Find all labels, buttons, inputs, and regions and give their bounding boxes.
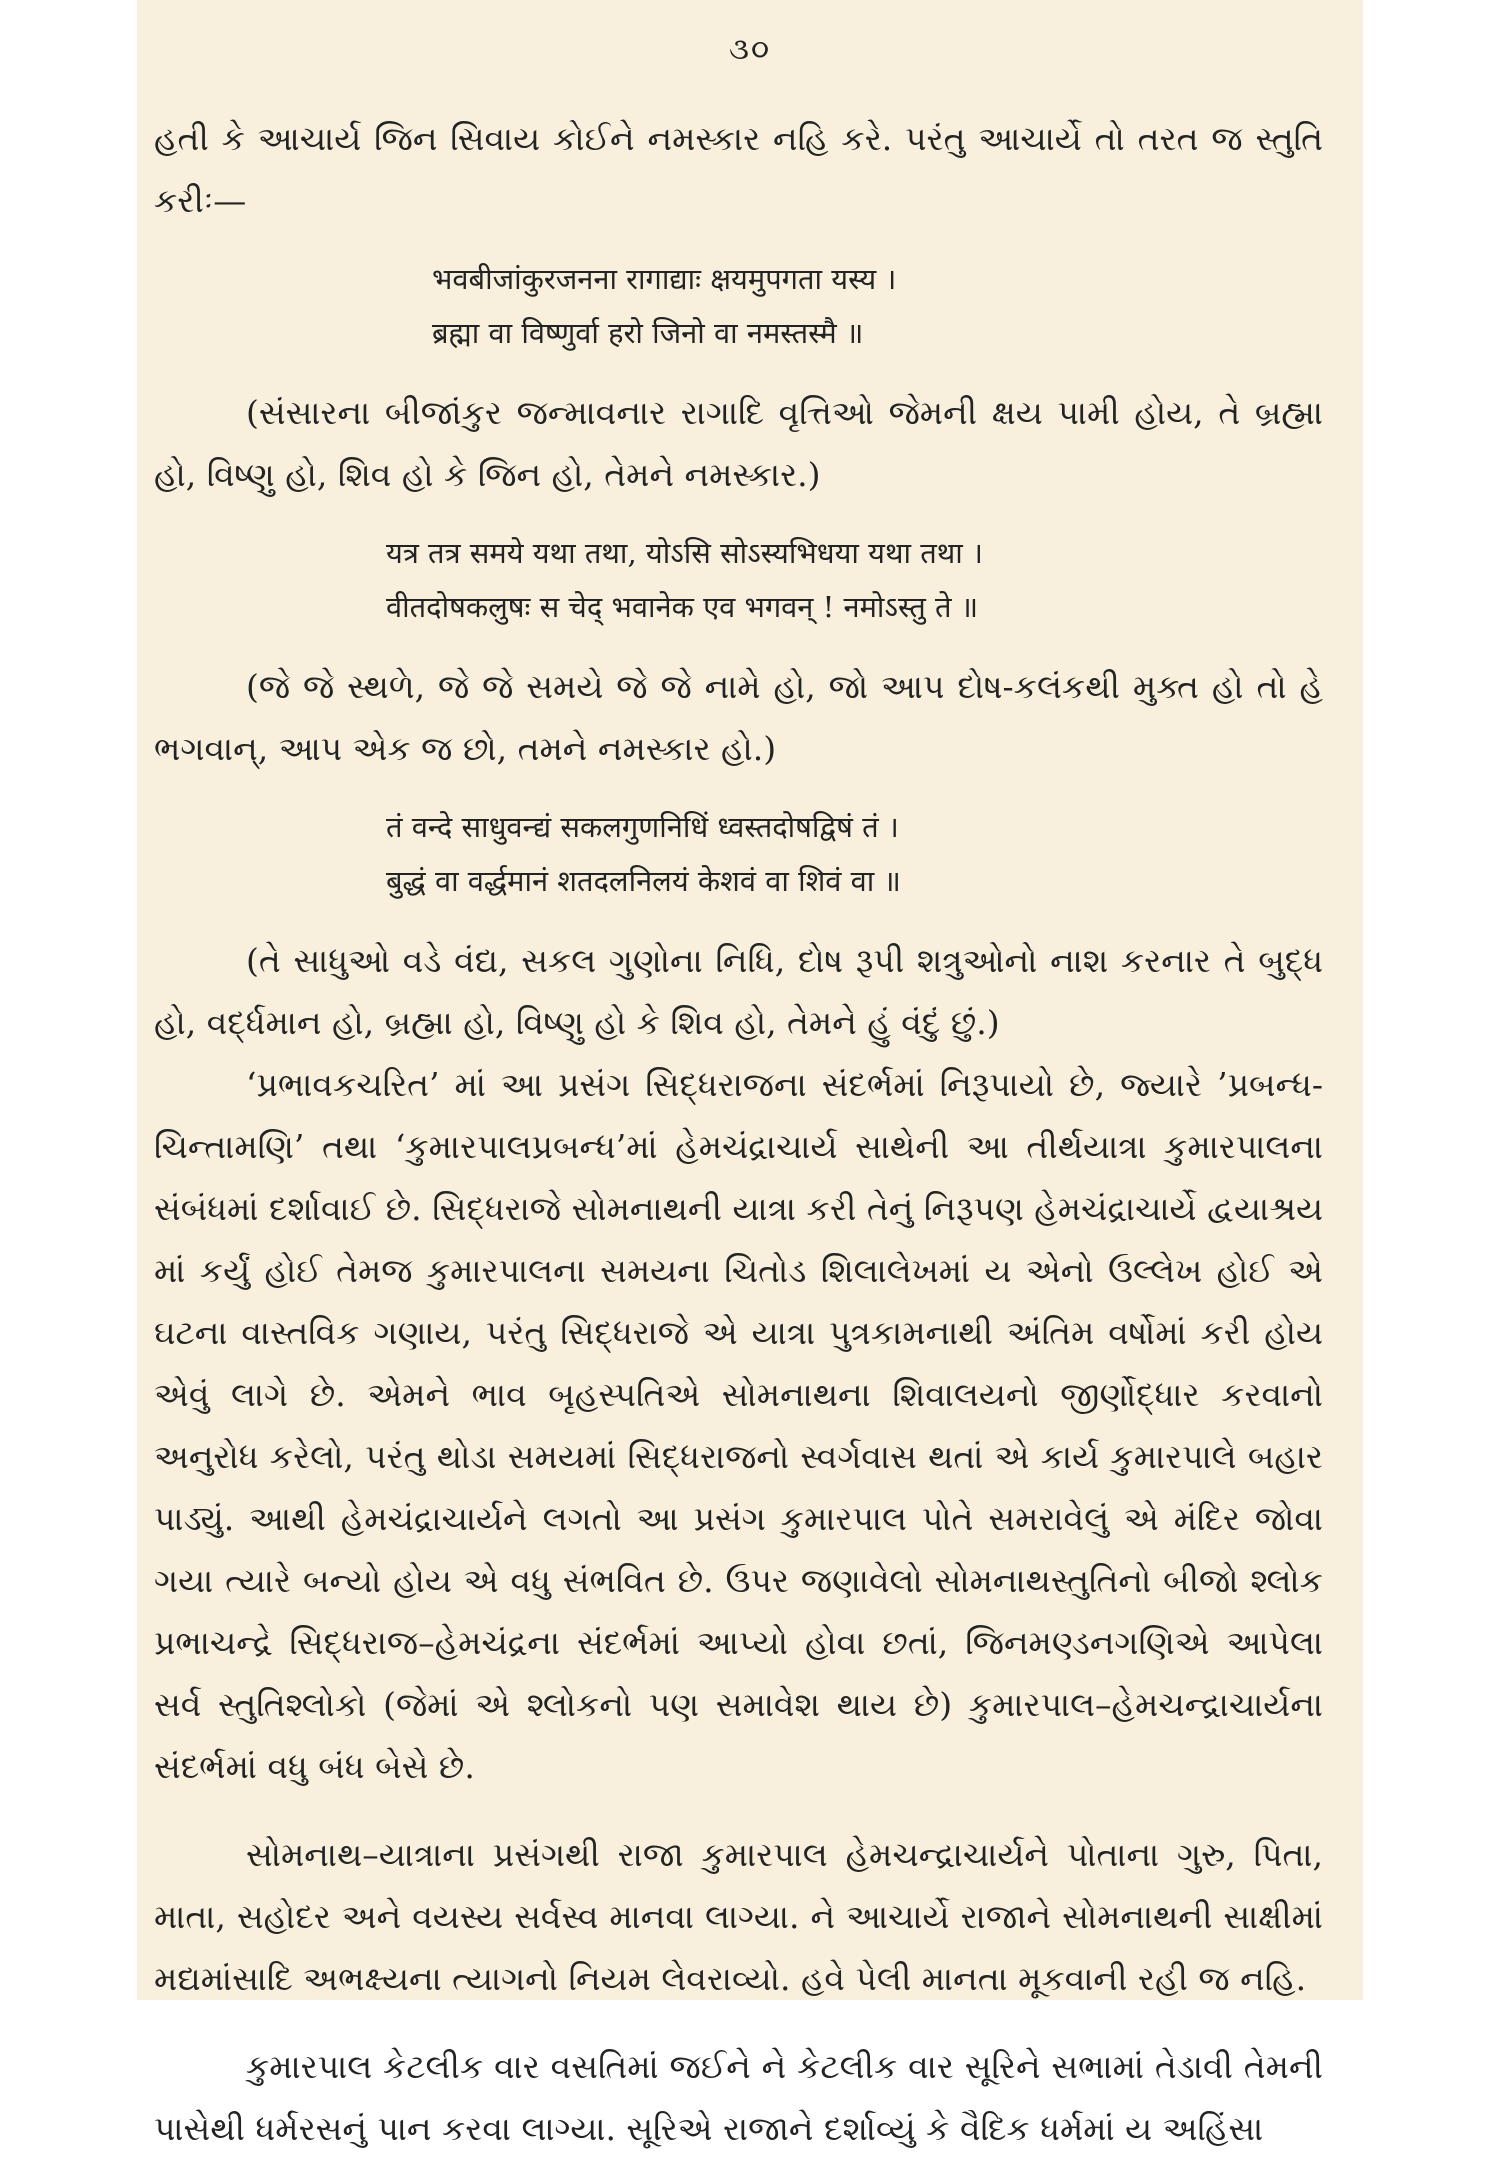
verse-2-line-2: वीतदोषकलुषः स चेद् भवानेक एव भगवन् ! नमोऽस्तु ते ॥ <box>386 590 979 624</box>
page-content <box>154 108 1323 2160</box>
verse-3-line-2: बुद्धं वा वर्द्धमानं शतदलनिलयं केशवं वा शिवं वा ॥ <box>386 864 901 898</box>
paragraph-5: ‘પ્રભાવકચરિત’ માં આ પ્રસંગ સિદ્ધરાજના સંદર્ભમાં નિરૂપાયો છે, જ્યારે ’પ્રબન્ધ-ચિન્તામણિ’ તથા ‘કુમારપાલપ્રબન્ધ’માં હેમચંદ્રાચાર્ય સાથેની આ તીર્થયાત્રા કુમારપાલના સંબંધમાં દર્શાવાઈ છે. સિદ્ધરાજે સોમનાથની યાત્રા કરી તેનું નિરૂપણ હેમચંદ્રાચાર્યે દ્વયાશ્રય માં કર્યું હોઈ તેમજ કુમારપાલના સમયના ચિતોડ શિલાલેખમાં ય એનો ઉલ્લેખ હોઈ એ ઘટના વાસ્તવિક ગણાય, પરંતુ સિદ્ધરાજે એ યાત્રા પુત્રકામનાથી અંતિમ વર્ષોમાં કરી હોય એવું લાગે છે. એમને ભાવ બૃહસ્પતિએ સોમનાથના શિવાલયનો જીર્ણોદ્ધાર કરવાનો અનુરોધ કરેલો, પરંતુ થોડા સમયમાં સિદ્ધરાજનો સ્વર્ગવાસ થતાં એ કાર્ય કુમારપાલે બહાર પાડ્યું. આથી હેમચંદ્રાચાર્યને લગતો આ પ્રસંગ કુમારપાલ પોતે સમરાવેલું એ મંદિર જોવા ગયા ત્યારે બન્યો હોય એ વધુ સંભવિત છે. ઉપર જણાવેલો સોમનાથસ્તુતિનો બીજો શ્લોક પ્રભાચન્દ્રે સિદ્ધરાજ–હેમચંદ્રના સંદર્ભમાં આપ્યો હોવા છતાં, જિનમણ્ડનગણિએ આપેલા સર્વ સ્તુતિશ્લોકો (જેમાં એ શ્લોકનો પણ સમાવેશ થાય છે) કુમારપાલ–હેમચન્દ્રાચાર્યના સંદર્ભમાં વધુ બંધ બેસે છે. <box>154 1065 1323 1786</box>
sanskrit-verse-1 <box>154 252 1323 360</box>
verse-1-line-2: ब्रह्मा वा विष्णुर्वा हरो जिनो वा नमस्तस्मै ॥ <box>432 316 864 350</box>
page-number: ૩૦ <box>728 32 772 67</box>
paragraph-4: (તે સાધુઓ વડે વંદ્ય, સકલ ગુણોના નિધિ, દોષ રૂપી શત્રુઓનો નાશ કરનાર તે બુદ્ધ હો, વર્દ્ધમાન હો, બ્રહ્મા હો, વિષ્ણુ હો કે શિવ હો, તેમને હું વંદું છું.) <box>154 941 1323 1042</box>
paragraph-1: હતી કે આચાર્ય જિન સિવાય કોઈને નમસ્કાર નહિ કરે. પરંતુ આચાર્યે તો તરત જ સ્તુતિ કરીઃ— <box>154 119 1323 220</box>
paragraph-6: સોમનાથ–યાત્રાના પ્રસંગથી રાજા કુમારપાલ હેમચન્દ્રાચાર્યને પોતાના ગુરુ, પિતા, માતા, સહોદર અને વયસ્ય સર્વસ્વ માનવા લાગ્યા. ને આચાર્યે રાજાને સોમનાથની સાક્ષીમાં મદ્યમાંસાદિ અભક્ષ્યના ત્યાગનો નિયમ લેવરાવ્યો. હવે પેલી માનતા મૂકવાની રહી જ નહિ. <box>154 1835 1323 1998</box>
paragraph-2: (સંસારના બીજાંકુર જન્માવનાર રાગાદિ વૃત્તિઓ જેમની ક્ષય પામી હોય, તે બ્રહ્મા હો, વિષ્ણુ હો, શિવ હો કે જિન હો, તેમને નમસ્કાર.) <box>154 393 1323 494</box>
book-page <box>137 0 1363 2148</box>
verse-2-line-1: यत्र तत्र समये यथा तथा, योऽसि सोऽस्यभिधया यथा तथा । <box>386 536 983 570</box>
paragraph-3: (જે જે સ્થળે, જે જે સમયે જે જે નામે હો, જો આપ દોષ-કલંકથી મુક્ત હો તો હે ભગવાન્, આપ એક જ છો, તમને નમસ્કાર હો.) <box>154 667 1323 768</box>
verse-1-line-1: भवबीजांकुरजनना रागाद्याः क्षयमुपगता यस्य । <box>432 262 897 296</box>
sanskrit-verse-2 <box>154 526 1323 634</box>
verse-3-line-1: तं वन्दे साधुवन्द्यं सकलगुणनिधिं ध्वस्तदोषद्विषं तं । <box>386 810 899 844</box>
sanskrit-verse-3 <box>154 800 1323 908</box>
paragraph-7: કુમારપાલ કેટલીક વાર વસતિમાં જઈને ને કેટલીક વાર સૂરિને સભામાં તેડાવી તેમની પાસેથી ધર્મરસનું પાન કરવા લાગ્યા. સૂરિએ રાજાને દર્શાવ્યું કે વૈદિક ધર્મમાં ય અહિંસા <box>154 2047 1323 2148</box>
